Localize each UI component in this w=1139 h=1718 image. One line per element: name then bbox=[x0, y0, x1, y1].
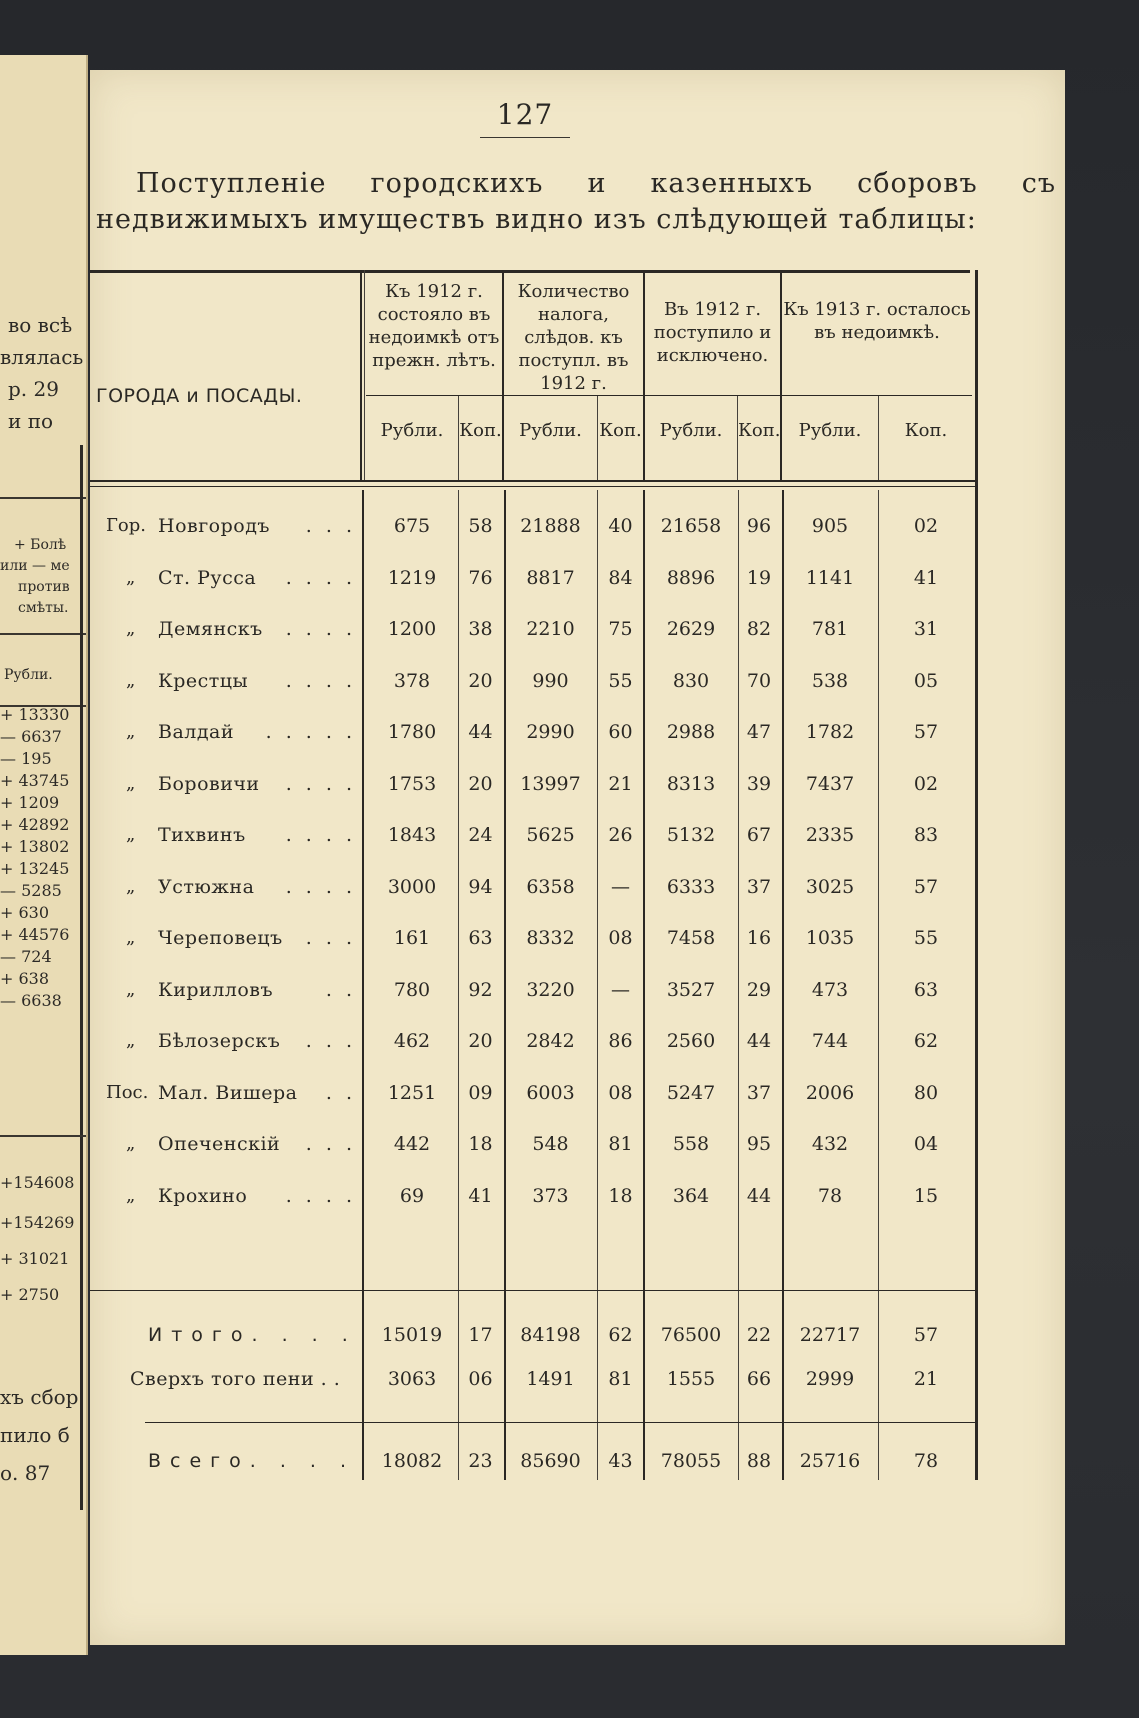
left-number: + 42892 bbox=[0, 815, 70, 834]
row-prefix: „ bbox=[126, 1030, 136, 1051]
kopecks-cell: 86 bbox=[608, 1030, 633, 1052]
table-top-rule bbox=[90, 270, 970, 273]
rubles-cell: 1780 bbox=[387, 721, 437, 743]
left-number: + 630 bbox=[0, 903, 50, 922]
rubles-cell: 3000 bbox=[387, 876, 437, 898]
row-prefix: „ bbox=[126, 1133, 136, 1154]
kopecks-cell: 20 bbox=[468, 773, 493, 795]
leader-dots: . . bbox=[325, 979, 356, 1001]
kopecks-cell: 81 bbox=[608, 1133, 633, 1155]
rubles-cell: 6333 bbox=[666, 876, 716, 898]
row-prefix: „ bbox=[126, 618, 136, 639]
kopecks-cell: 44 bbox=[746, 1185, 772, 1207]
rubles-cell: 21658 bbox=[660, 515, 722, 537]
group-header: Количество налога, слѣдов. къ поступл. въ 1912 г. bbox=[517, 281, 630, 394]
kopecks-cell: 37 bbox=[746, 1082, 772, 1104]
kopecks-cell: 39 bbox=[746, 773, 772, 795]
town-name: Бѣлозерскъ bbox=[158, 1030, 281, 1052]
kopecks-cell: 41 bbox=[468, 1185, 493, 1207]
rubles-cell: 675 bbox=[393, 515, 431, 537]
rubles-cell: 6358 bbox=[526, 876, 575, 898]
left-number: + 44576 bbox=[0, 925, 70, 944]
rubles-cell: 3025 bbox=[805, 876, 855, 898]
rubles-cell: 1753 bbox=[387, 773, 437, 795]
kopecks-cell: 26 bbox=[608, 824, 633, 846]
kopecks-cell: 75 bbox=[608, 618, 633, 640]
group-header: Къ 1912 г. состояло въ недоимкѣ отъ прежн. лѣтъ. bbox=[368, 281, 500, 371]
left-number: — 724 bbox=[0, 947, 52, 966]
leader-dots: . . bbox=[325, 1082, 356, 1104]
left-column-line bbox=[80, 445, 83, 1510]
itogo-kopecks: 17 bbox=[468, 1324, 493, 1346]
leader-dots: . . . . . bbox=[265, 721, 356, 743]
itogo-rubles: 76500 bbox=[660, 1324, 722, 1346]
rubles-cell: 2629 bbox=[666, 618, 716, 640]
vsego-kopecks: 78 bbox=[913, 1450, 939, 1472]
vsego-rubles: 18082 bbox=[381, 1450, 443, 1472]
row-prefix: „ bbox=[126, 979, 136, 1000]
town-name: Новгородъ bbox=[158, 515, 270, 537]
col-line bbox=[362, 490, 364, 1480]
rubles-cell: 8332 bbox=[526, 927, 575, 949]
rubles-cell: 2210 bbox=[526, 618, 575, 640]
rubles-cell: 780 bbox=[393, 979, 431, 1001]
rubles-cell: 1141 bbox=[805, 567, 855, 589]
kopecks-cell: 16 bbox=[746, 927, 772, 949]
left-text-fragment: во всѣ bbox=[8, 313, 73, 337]
rubles-cell: 1219 bbox=[387, 567, 437, 589]
town-name: Тихвинъ bbox=[158, 824, 246, 846]
leader-dots: . . . . bbox=[285, 1185, 356, 1207]
kopecks-cell: 38 bbox=[468, 618, 493, 640]
kopecks-cell: 47 bbox=[746, 721, 772, 743]
leader-dots: . . . . bbox=[285, 567, 356, 589]
tax-table bbox=[90, 270, 990, 1480]
left-text-fragment: + Болѣ bbox=[14, 537, 67, 553]
rubles-cell: 6003 bbox=[526, 1082, 575, 1104]
kopecks-cell: 57 bbox=[913, 876, 939, 898]
rubles-cell: 364 bbox=[672, 1185, 710, 1207]
kopecks-cell: 62 bbox=[913, 1030, 939, 1052]
kopecks-cell: 60 bbox=[608, 721, 633, 743]
rubles-cell: 990 bbox=[532, 670, 569, 692]
kopecks-cell: 80 bbox=[913, 1082, 939, 1104]
itogo-rubles: 22717 bbox=[799, 1324, 861, 1346]
kopecks-cell: 20 bbox=[468, 1030, 493, 1052]
rubles-cell: 473 bbox=[811, 979, 849, 1001]
town-name: Опеченскій bbox=[158, 1133, 281, 1155]
row-prefix: Гор. bbox=[106, 515, 146, 536]
left-total: +154608 bbox=[0, 1173, 75, 1192]
header-bottom-rule bbox=[90, 486, 975, 487]
rubles-cell: 2990 bbox=[526, 721, 575, 743]
unit-rub: Рубли. bbox=[798, 420, 862, 441]
intro-paragraph: Поступленіе городскихъ и казенныхъ сборовъ съ недвижимыхъ имуществъ видно изъ слѣдующей таблицы: bbox=[96, 168, 1056, 235]
group-header: Къ 1913 г. осталось въ недоимкѣ. bbox=[783, 299, 971, 343]
rubles-cell: 5247 bbox=[666, 1082, 716, 1104]
leader-dots: . . . . bbox=[285, 876, 356, 898]
rubles-cell: 1035 bbox=[805, 927, 855, 949]
unit-kop: Коп. bbox=[738, 420, 781, 441]
col-line bbox=[364, 270, 365, 480]
kopecks-cell: 96 bbox=[746, 515, 772, 537]
kopecks-cell: 21 bbox=[608, 773, 633, 795]
kopecks-cell: 40 bbox=[608, 515, 633, 537]
kopecks-cell: 83 bbox=[913, 824, 939, 846]
left-total: +154269 bbox=[0, 1213, 75, 1232]
town-name: Демянскъ bbox=[158, 618, 263, 640]
kopecks-cell: 08 bbox=[608, 1082, 633, 1104]
town-name: Ст. Русса bbox=[158, 567, 257, 589]
penalty-label: Сверхъ того пени . . bbox=[130, 1368, 341, 1390]
kopecks-cell: 31 bbox=[913, 618, 939, 640]
kopecks-cell: 95 bbox=[746, 1133, 772, 1155]
unit-rub: Рубли. bbox=[380, 420, 444, 441]
penalty-rubles: 1491 bbox=[526, 1368, 575, 1390]
left-text-fragment: Рубли. bbox=[4, 667, 53, 683]
grand-total-rule bbox=[145, 1422, 975, 1423]
rubles-cell: 1843 bbox=[387, 824, 437, 846]
row-prefix: „ bbox=[126, 876, 136, 897]
unit-rub: Рубли. bbox=[659, 420, 723, 441]
header-bottom-rule bbox=[90, 480, 975, 482]
leader-dots: . . . bbox=[305, 927, 356, 949]
rubles-cell: 5132 bbox=[666, 824, 716, 846]
left-text-fragment: против bbox=[18, 579, 70, 595]
vsego-kopecks: 43 bbox=[608, 1450, 633, 1472]
town-name: Валдай bbox=[158, 721, 235, 743]
kopecks-cell: 44 bbox=[468, 721, 493, 743]
rubles-cell: 2560 bbox=[666, 1030, 716, 1052]
town-name: Боровичи bbox=[158, 773, 260, 795]
left-text-fragment: о. 87 bbox=[0, 1461, 51, 1485]
kopecks-cell: 44 bbox=[746, 1030, 772, 1052]
rubles-cell: 21888 bbox=[520, 515, 581, 537]
left-text-fragment: и по bbox=[8, 409, 54, 433]
left-page-fragment bbox=[0, 55, 88, 1655]
kopecks-cell: 02 bbox=[913, 515, 939, 537]
row-prefix: „ bbox=[126, 773, 136, 794]
penalty-kopecks: 21 bbox=[913, 1368, 939, 1390]
rubles-cell: 781 bbox=[811, 618, 849, 640]
left-total: + 31021 bbox=[0, 1249, 70, 1268]
itogo-kopecks: 62 bbox=[608, 1324, 633, 1346]
vsego-label: Всего. . . . bbox=[148, 1450, 356, 1472]
rubles-cell: 2006 bbox=[805, 1082, 855, 1104]
kopecks-cell: 76 bbox=[468, 567, 493, 589]
left-total: + 2750 bbox=[0, 1285, 60, 1304]
kopecks-cell: 18 bbox=[468, 1133, 493, 1155]
rubles-cell: 2335 bbox=[805, 824, 855, 846]
kopecks-cell: — bbox=[611, 979, 630, 1001]
rubles-cell: 462 bbox=[393, 1030, 431, 1052]
subheader-rule bbox=[366, 395, 972, 396]
left-number: + 13330 bbox=[0, 705, 70, 724]
rubles-cell: 7437 bbox=[805, 773, 855, 795]
town-name: Кирилловъ bbox=[158, 979, 274, 1001]
kopecks-cell: 84 bbox=[608, 567, 633, 589]
kopecks-cell: 24 bbox=[468, 824, 493, 846]
rubles-cell: 548 bbox=[532, 1133, 569, 1155]
row-prefix: „ bbox=[126, 721, 136, 742]
leader-dots: . . . bbox=[305, 515, 356, 537]
row-prefix: „ bbox=[126, 567, 136, 588]
rubles-cell: 378 bbox=[393, 670, 431, 692]
book-page bbox=[90, 70, 1065, 1645]
left-text-fragment: хъ сбор bbox=[0, 1385, 79, 1409]
col-line bbox=[360, 270, 362, 480]
kopecks-cell: 04 bbox=[913, 1133, 939, 1155]
itogo-label: Итого. . . . bbox=[148, 1324, 357, 1346]
rubles-cell: 1782 bbox=[805, 721, 855, 743]
subtotal-rule bbox=[90, 1290, 975, 1291]
kopecks-cell: 09 bbox=[468, 1082, 493, 1104]
rubles-cell: 538 bbox=[811, 670, 849, 692]
rubles-cell: 558 bbox=[672, 1133, 710, 1155]
rubles-cell: 69 bbox=[399, 1185, 425, 1207]
rubles-cell: 78 bbox=[817, 1185, 843, 1207]
left-number: — 195 bbox=[0, 749, 52, 768]
row-prefix: „ bbox=[126, 670, 136, 691]
town-name: Крохино bbox=[158, 1185, 248, 1207]
unit-kop: Коп. bbox=[599, 420, 642, 441]
kopecks-cell: 55 bbox=[608, 670, 633, 692]
rubles-cell: 373 bbox=[532, 1185, 569, 1207]
rubles-cell: 8313 bbox=[666, 773, 716, 795]
penalty-kopecks: 66 bbox=[746, 1368, 772, 1390]
kopecks-cell: 70 bbox=[746, 670, 772, 692]
unit-kop: Коп. bbox=[459, 420, 502, 441]
kopecks-cell: 58 bbox=[468, 515, 493, 537]
rubles-cell: 2842 bbox=[526, 1030, 575, 1052]
rubles-cell: 744 bbox=[811, 1030, 849, 1052]
left-text-fragment: пило б bbox=[0, 1423, 70, 1447]
rubles-cell: 830 bbox=[672, 670, 710, 692]
left-number: + 13802 bbox=[0, 837, 70, 856]
leader-dots: . . . . bbox=[285, 773, 356, 795]
kopecks-cell: 55 bbox=[913, 927, 939, 949]
vsego-rubles: 25716 bbox=[799, 1450, 861, 1472]
rubles-cell: 161 bbox=[393, 927, 431, 949]
kopecks-cell: 15 bbox=[913, 1185, 939, 1207]
page-number-underline bbox=[480, 137, 570, 138]
table-right-line bbox=[975, 270, 978, 1480]
left-number: + 13245 bbox=[0, 859, 70, 878]
itogo-rubles: 84198 bbox=[520, 1324, 581, 1346]
unit-rub: Рубли. bbox=[519, 420, 582, 441]
town-name: Устюжна bbox=[158, 876, 255, 898]
left-text-fragment: р. 29 bbox=[8, 377, 59, 401]
kopecks-cell: 67 bbox=[746, 824, 772, 846]
town-name: Мал. Вишера bbox=[158, 1082, 298, 1104]
vsego-rubles: 85690 bbox=[520, 1450, 581, 1472]
rubles-cell: 442 bbox=[393, 1133, 431, 1155]
penalty-rubles: 2999 bbox=[805, 1368, 855, 1390]
left-rule bbox=[0, 633, 86, 635]
kopecks-cell: 05 bbox=[913, 670, 939, 692]
left-text-fragment: смѣты. bbox=[18, 600, 69, 616]
group-header: Въ 1912 г. поступило и исключено. bbox=[653, 299, 772, 366]
kopecks-cell: 63 bbox=[913, 979, 939, 1001]
rubles-cell: 13997 bbox=[520, 773, 581, 795]
city-column-header: ГОРОДА и ПОСАДЫ. bbox=[96, 385, 303, 407]
vsego-kopecks: 88 bbox=[746, 1450, 772, 1472]
leader-dots: . . . . bbox=[285, 618, 356, 640]
rubles-cell: 1200 bbox=[387, 618, 437, 640]
kopecks-cell: — bbox=[611, 876, 630, 898]
penalty-rubles: 1555 bbox=[666, 1368, 716, 1390]
left-number: — 6637 bbox=[0, 727, 62, 746]
left-number: + 638 bbox=[0, 969, 50, 988]
row-prefix: „ bbox=[126, 927, 136, 948]
kopecks-cell: 29 bbox=[746, 979, 772, 1001]
kopecks-cell: 57 bbox=[913, 721, 939, 743]
left-rule bbox=[0, 497, 86, 499]
itogo-kopecks: 57 bbox=[913, 1324, 939, 1346]
left-number: — 6638 bbox=[0, 991, 62, 1010]
vsego-rubles: 78055 bbox=[660, 1450, 722, 1472]
penalty-kopecks: 06 bbox=[468, 1368, 493, 1390]
row-prefix: „ bbox=[126, 824, 136, 845]
rubles-cell: 905 bbox=[811, 515, 849, 537]
left-text-fragment: или — ме bbox=[0, 558, 70, 574]
vsego-kopecks: 23 bbox=[468, 1450, 493, 1472]
rubles-cell: 2988 bbox=[666, 721, 716, 743]
kopecks-cell: 82 bbox=[746, 618, 772, 640]
kopecks-cell: 94 bbox=[468, 876, 493, 898]
kopecks-cell: 41 bbox=[913, 567, 939, 589]
town-name: Череповецъ bbox=[158, 927, 283, 949]
kopecks-cell: 37 bbox=[746, 876, 772, 898]
kopecks-cell: 02 bbox=[913, 773, 939, 795]
leader-dots: . . . . bbox=[285, 824, 356, 846]
rubles-cell: 1251 bbox=[387, 1082, 437, 1104]
kopecks-cell: 19 bbox=[746, 567, 772, 589]
rubles-cell: 5625 bbox=[526, 824, 575, 846]
left-number: + 43745 bbox=[0, 771, 70, 790]
kopecks-cell: 08 bbox=[608, 927, 633, 949]
rubles-cell: 3527 bbox=[666, 979, 716, 1001]
rubles-cell: 432 bbox=[811, 1133, 849, 1155]
penalty-rubles: 3063 bbox=[387, 1368, 437, 1390]
left-rule bbox=[0, 1135, 86, 1137]
town-name: Крестцы bbox=[158, 670, 249, 692]
left-text-fragment: влялась bbox=[0, 345, 84, 369]
rubles-cell: 3220 bbox=[526, 979, 575, 1001]
leader-dots: . . . . bbox=[285, 670, 356, 692]
rubles-cell: 7458 bbox=[666, 927, 716, 949]
row-prefix: Пос. bbox=[106, 1082, 149, 1103]
itogo-rubles: 15019 bbox=[381, 1324, 443, 1346]
left-number: + 1209 bbox=[0, 793, 60, 812]
leader-dots: . . . bbox=[305, 1133, 356, 1155]
kopecks-cell: 92 bbox=[468, 979, 493, 1001]
kopecks-cell: 63 bbox=[468, 927, 493, 949]
kopecks-cell: 18 bbox=[608, 1185, 633, 1207]
page-number: 127 bbox=[496, 98, 554, 131]
left-number: — 5285 bbox=[0, 881, 62, 900]
penalty-kopecks: 81 bbox=[608, 1368, 633, 1390]
kopecks-cell: 20 bbox=[468, 670, 493, 692]
itogo-kopecks: 22 bbox=[746, 1324, 772, 1346]
rubles-cell: 8896 bbox=[666, 567, 716, 589]
rubles-cell: 8817 bbox=[526, 567, 575, 589]
row-prefix: „ bbox=[126, 1185, 136, 1206]
leader-dots: . . . bbox=[305, 1030, 356, 1052]
unit-kop: Коп. bbox=[904, 420, 948, 441]
